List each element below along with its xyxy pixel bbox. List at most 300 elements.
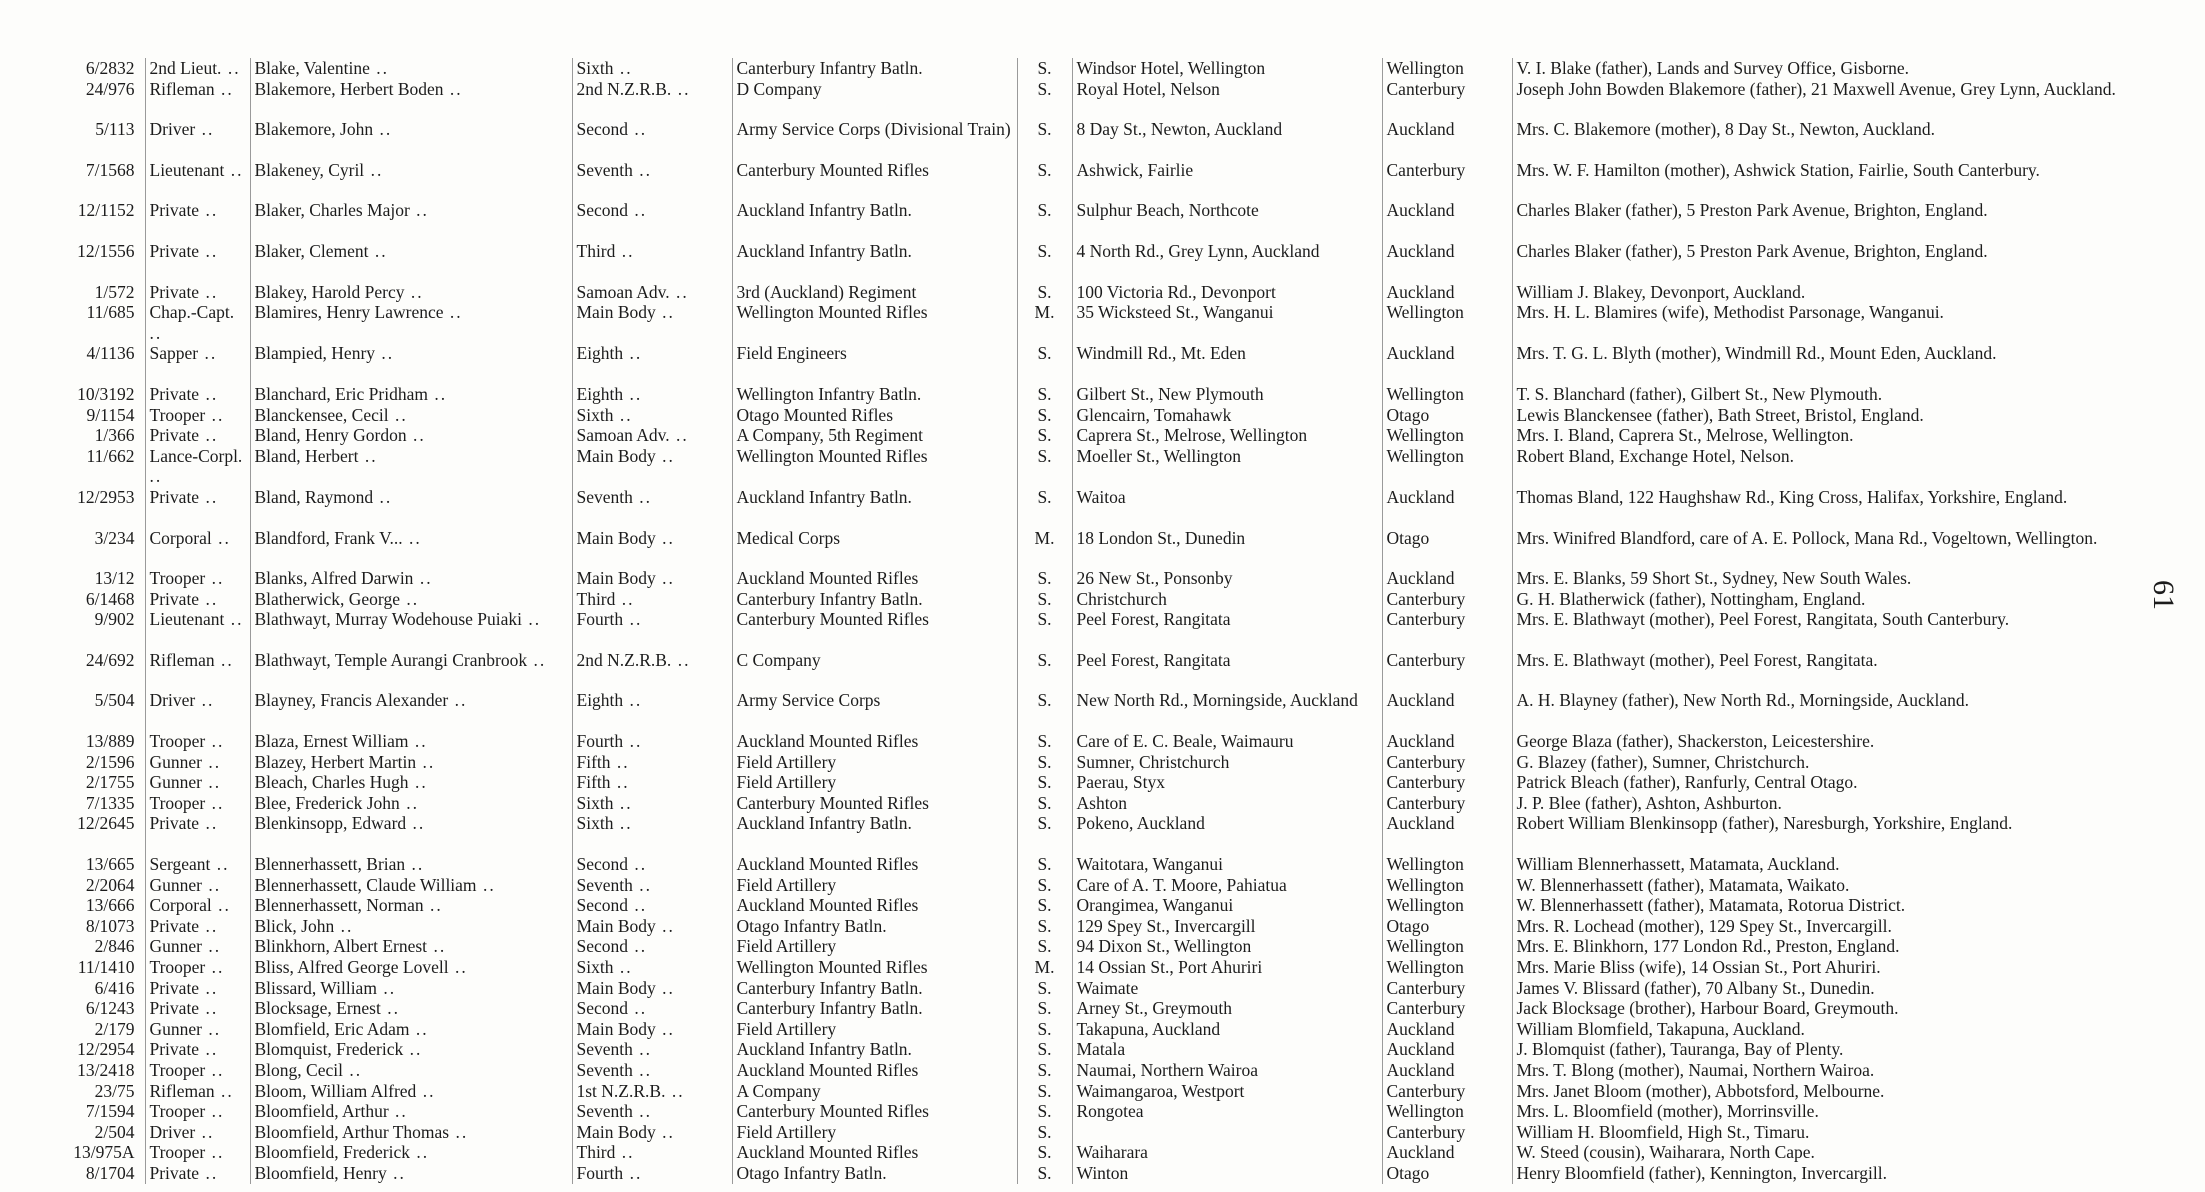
soldier-name: Blinkhorn, Albert Ernest .. [250,936,572,957]
soldier-name: Blakemore, Herbert Boden .. [250,79,572,100]
rank: Private .. [145,998,250,1019]
unit: Wellington Mounted Rifles [732,957,1017,978]
last-address: Royal Hotel, Nelson [1072,79,1382,100]
regimental-number: 11/685 [86,302,135,323]
district: Auckland [1382,180,1512,221]
unit: Auckland Infantry Batln. [732,813,1017,834]
table-row [40,487,2130,508]
roll-body [40,58,2130,1184]
table-row [40,508,2130,549]
marital-status: M. [1017,508,1072,549]
rank: Private .. [145,364,250,405]
last-address: Waitotara, Wanganui [1072,834,1382,875]
table-row [40,58,2130,79]
table-row [40,895,2130,916]
soldier-name: Bloom, William Alfred .. [250,1081,572,1102]
district: Canterbury [1382,630,1512,671]
marital-status: S. [1017,79,1072,100]
embarkation-force: Seventh .. [572,1039,732,1060]
unit: Wellington Mounted Rifles [732,446,1017,487]
next-of-kin: William Blennerhassett, Matamata, Auckland. [1512,834,2130,875]
embarkation-force: Fifth .. [572,752,732,773]
next-of-kin: Patrick Bleach (father), Ranfurly, Central Otago. [1512,772,2130,793]
last-address: Waimate [1072,978,1382,999]
district: Wellington [1382,957,1512,978]
marital-status: S. [1017,1142,1072,1163]
unit: Canterbury Infantry Batln. [732,58,1017,79]
soldier-name: Bland, Raymond .. [250,487,572,508]
last-address [1072,1122,1382,1143]
regimental-number: 2/1596 [85,751,135,772]
last-address: Moeller St., Wellington [1072,446,1382,487]
unit: Wellington Mounted Rifles [732,302,1017,343]
last-address: Pokeno, Auckland [1072,813,1382,834]
embarkation-force: Second .. [572,834,732,875]
soldier-name: Blakey, Harold Percy .. [250,262,572,303]
marital-status: S. [1017,343,1072,364]
unit: Field Engineers [732,343,1017,364]
regimental-number: 9/902 [94,609,135,630]
unit: Auckland Infantry Batln. [732,487,1017,508]
regimental-number: 7/1594 [85,1101,135,1122]
soldier-name: Blakemore, John .. [250,99,572,140]
rank: Trooper .. [145,1142,250,1163]
last-address: 94 Dixon St., Wellington [1072,936,1382,957]
regimental-number: 7/1568 [85,159,135,180]
regimental-number: 2/846 [94,936,135,957]
soldier-name: Blaza, Ernest William .. [250,711,572,752]
rank: Gunner .. [145,936,250,957]
unit: Otago Infantry Batln. [732,916,1017,937]
soldier-name: Blomfield, Eric Adam .. [250,1019,572,1040]
soldier-name: Bloomfield, Frederick .. [250,1142,572,1163]
marital-status: S. [1017,895,1072,916]
unit: Field Artillery [732,1122,1017,1143]
unit: Army Service Corps (Divisional Train) [732,99,1017,140]
last-address: 14 Ossian St., Port Ahuriri [1072,957,1382,978]
next-of-kin: T. S. Blanchard (father), Gilbert St., New Plymouth. [1512,364,2130,405]
district: Auckland [1382,711,1512,752]
unit: Auckland Infantry Batln. [732,221,1017,262]
marital-status: S. [1017,405,1072,426]
last-address: 4 North Rd., Grey Lynn, Auckland [1072,221,1382,262]
regimental-number: 12/1152 [77,200,135,221]
next-of-kin: Mrs. W. F. Hamilton (mother), Ashwick Station, Fairlie, South Canterbury. [1512,140,2130,181]
last-address: Ashton [1072,793,1382,814]
rank: Private .. [145,1039,250,1060]
soldier-name: Blathwayt, Murray Wodehouse Puiaki .. [250,609,572,630]
rank: Private .. [145,180,250,221]
district: Otago [1382,508,1512,549]
last-address: Gilbert St., New Plymouth [1072,364,1382,405]
unit: Field Artillery [732,1019,1017,1040]
marital-status: S. [1017,772,1072,793]
district: Wellington [1382,895,1512,916]
soldier-name: Blanks, Alfred Darwin .. [250,548,572,589]
last-address: 8 Day St., Newton, Auckland [1072,99,1382,140]
next-of-kin: Mrs. Marie Bliss (wife), 14 Ossian St., Port Ahuriri. [1512,957,2130,978]
table-row [40,302,2130,343]
table-row [40,1163,2130,1184]
embarkation-force: Second .. [572,998,732,1019]
district: Auckland [1382,1060,1512,1081]
soldier-name: Blake, Valentine .. [250,58,572,79]
unit: Field Artillery [732,875,1017,896]
next-of-kin: James V. Blissard (father), 70 Albany St., Dunedin. [1512,978,2130,999]
district: Otago [1382,1163,1512,1184]
embarkation-force: Second .. [572,99,732,140]
regimental-number: 6/416 [94,977,135,998]
regimental-number: 4/1136 [86,343,135,364]
soldier-name: Bloomfield, Arthur .. [250,1101,572,1122]
rank: 2nd Lieut. .. [145,58,250,79]
next-of-kin: Mrs. T. Blong (mother), Naumai, Northern Wairoa. [1512,1060,2130,1081]
unit: Otago Infantry Batln. [732,1163,1017,1184]
unit: Canterbury Infantry Batln. [732,589,1017,610]
soldier-name: Blayney, Francis Alexander .. [250,670,572,711]
table-row [40,405,2130,426]
last-address: Caprera St., Melrose, Wellington [1072,425,1382,446]
embarkation-force: Main Body .. [572,916,732,937]
last-address: Christchurch [1072,589,1382,610]
table-row [40,916,2130,937]
next-of-kin: G. H. Blatherwick (father), Nottingham, England. [1512,589,2130,610]
rank: Private .. [145,262,250,303]
last-address: Waitoa [1072,487,1382,508]
regimental-number: 2/504 [94,1121,135,1142]
regimental-number: 7/1335 [85,792,135,813]
district: Auckland [1382,670,1512,711]
last-address: New North Rd., Morningside, Auckland [1072,670,1382,711]
regimental-number: 13/2418 [77,1059,135,1080]
next-of-kin: Mrs. T. G. L. Blyth (mother), Windmill Rd., Mount Eden, Auckland. [1512,343,2130,364]
table-row [40,1081,2130,1102]
regimental-number: 13/665 [85,854,135,875]
embarkation-force: Fourth .. [572,711,732,752]
marital-status: S. [1017,589,1072,610]
embarkation-force: Main Body .. [572,446,732,487]
rank: Trooper .. [145,1060,250,1081]
next-of-kin: Henry Bloomfield (father), Kennington, Invercargill. [1512,1163,2130,1184]
marital-status: M. [1017,957,1072,978]
marital-status: S. [1017,262,1072,303]
table-row [40,711,2130,752]
last-address: Glencairn, Tomahawk [1072,405,1382,426]
next-of-kin: Mrs. Winifred Blandford, care of A. E. Pollock, Mana Rd., Vogeltown, Wellington. [1512,508,2130,549]
unit: A Company, 5th Regiment [732,425,1017,446]
embarkation-force: Seventh .. [572,1101,732,1122]
unit: Auckland Mounted Rifles [732,1060,1017,1081]
soldier-name: Blaker, Clement .. [250,221,572,262]
marital-status: S. [1017,1081,1072,1102]
unit: Medical Corps [732,508,1017,549]
marital-status: S. [1017,793,1072,814]
marital-status: S. [1017,58,1072,79]
soldier-name: Blong, Cecil .. [250,1060,572,1081]
soldier-name: Blamires, Henry Lawrence .. [250,302,572,343]
last-address: 129 Spey St., Invercargill [1072,916,1382,937]
rank: Trooper .. [145,405,250,426]
regimental-number: 11/1410 [77,957,135,977]
regimental-number: 23/75 [94,1080,135,1101]
rank: Corporal .. [145,895,250,916]
regimental-number: 6/1468 [85,588,135,609]
table-row [40,978,2130,999]
embarkation-force: Main Body .. [572,978,732,999]
rank: Gunner .. [145,1019,250,1040]
district: Wellington [1382,425,1512,446]
last-address: Orangimea, Wanganui [1072,895,1382,916]
next-of-kin: Thomas Bland, 122 Haughshaw Rd., King Cross, Halifax, Yorkshire, England. [1512,487,2130,508]
unit: Canterbury Mounted Rifles [732,1101,1017,1122]
next-of-kin: William H. Bloomfield, High St., Timaru. [1512,1122,2130,1143]
embarkation-force: 2nd N.Z.R.B. .. [572,630,732,671]
marital-status: S. [1017,425,1072,446]
soldier-name: Blomquist, Frederick .. [250,1039,572,1060]
next-of-kin: G. Blazey (father), Sumner, Christchurch. [1512,752,2130,773]
embarkation-force: Fourth .. [572,609,732,630]
marital-status: S. [1017,670,1072,711]
rank: Trooper .. [145,711,250,752]
marital-status: S. [1017,180,1072,221]
next-of-kin: Mrs. E. Blathwayt (mother), Peel Forest, Rangitata, South Canterbury. [1512,609,2130,630]
unit: Auckland Infantry Batln. [732,1039,1017,1060]
next-of-kin: W. Blennerhassett (father), Matamata, Rotorua District. [1512,895,2130,916]
last-address: Naumai, Northern Wairoa [1072,1060,1382,1081]
rank: Private .. [145,425,250,446]
unit: 3rd (Auckland) Regiment [732,262,1017,303]
unit: Canterbury Mounted Rifles [732,793,1017,814]
rank: Rifleman .. [145,79,250,100]
district: Wellington [1382,834,1512,875]
regimental-number: 1/572 [94,281,135,302]
rank: Trooper .. [145,1101,250,1122]
regimental-number: 3/234 [94,527,135,548]
unit: Field Artillery [732,772,1017,793]
table-row [40,1122,2130,1143]
next-of-kin: J. P. Blee (father), Ashton, Ashburton. [1512,793,2130,814]
table-row [40,79,2130,100]
regimental-number: 6/2832 [85,58,135,78]
last-address: Ashwick, Fairlie [1072,140,1382,181]
next-of-kin: Charles Blaker (father), 5 Preston Park Avenue, Brighton, England. [1512,180,2130,221]
rank: Chap.-Capt. .. [145,302,250,343]
soldier-name: Blathwayt, Temple Aurangi Cranbrook .. [250,630,572,671]
regimental-number: 10/3192 [77,383,135,404]
rank: Trooper .. [145,548,250,589]
soldier-name: Blampied, Henry .. [250,343,572,364]
table-row [40,1101,2130,1122]
last-address: Winton [1072,1163,1382,1184]
soldier-name: Blanchard, Eric Pridham .. [250,364,572,405]
nominal-roll-table [40,58,2130,1184]
next-of-kin: W. Blennerhassett (father), Matamata, Waikato. [1512,875,2130,896]
unit: Auckland Mounted Rifles [732,895,1017,916]
table-row [40,772,2130,793]
last-address: Sulphur Beach, Northcote [1072,180,1382,221]
next-of-kin: Charles Blaker (father), 5 Preston Park Avenue, Brighton, England. [1512,221,2130,262]
next-of-kin: J. Blomquist (father), Tauranga, Bay of Plenty. [1512,1039,2130,1060]
marital-status: S. [1017,1039,1072,1060]
next-of-kin: William J. Blakey, Devonport, Auckland. [1512,262,2130,303]
next-of-kin: William Blomfield, Takapuna, Auckland. [1512,1019,2130,1040]
soldier-name: Blennerhassett, Norman .. [250,895,572,916]
table-row [40,180,2130,221]
marital-status: S. [1017,609,1072,630]
marital-status: S. [1017,875,1072,896]
unit: Canterbury Mounted Rifles [732,609,1017,630]
unit: Field Artillery [732,752,1017,773]
soldier-name: Blanckensee, Cecil .. [250,405,572,426]
regimental-number: 2/179 [94,1018,135,1039]
table-row [40,875,2130,896]
soldier-name: Bloomfield, Henry .. [250,1163,572,1184]
district: Canterbury [1382,752,1512,773]
table-row [40,670,2130,711]
embarkation-force: Main Body .. [572,1122,732,1143]
next-of-kin: Lewis Blanckensee (father), Bath Street, Bristol, England. [1512,405,2130,426]
embarkation-force: Fourth .. [572,1163,732,1184]
embarkation-force: Eighth .. [572,343,732,364]
unit: A Company [732,1081,1017,1102]
marital-status: S. [1017,916,1072,937]
marital-status: S. [1017,834,1072,875]
rank: Gunner .. [145,875,250,896]
unit: C Company [732,630,1017,671]
district: Auckland [1382,262,1512,303]
district: Wellington [1382,364,1512,405]
district: Wellington [1382,1101,1512,1122]
embarkation-force: Third .. [572,221,732,262]
unit: Canterbury Infantry Batln. [732,978,1017,999]
embarkation-force: Main Body .. [572,302,732,343]
regimental-number: 1/366 [94,425,135,446]
rank: Driver .. [145,1122,250,1143]
next-of-kin: Mrs. L. Bloomfield (mother), Morrinsville. [1512,1101,2130,1122]
table-row [40,1039,2130,1060]
next-of-kin: George Blaza (father), Shackerston, Leicestershire. [1512,711,2130,752]
rank: Private .. [145,978,250,999]
table-row [40,140,2130,181]
next-of-kin: A. H. Blayney (father), New North Rd., Morningside, Auckland. [1512,670,2130,711]
rank: Driver .. [145,670,250,711]
last-address: 18 London St., Dunedin [1072,508,1382,549]
rank: Sergeant .. [145,834,250,875]
embarkation-force: Seventh .. [572,1060,732,1081]
next-of-kin: V. I. Blake (father), Lands and Survey Office, Gisborne. [1512,58,2130,79]
rank: Private .. [145,487,250,508]
next-of-kin: Robert Bland, Exchange Hotel, Nelson. [1512,446,2130,487]
regimental-number: 12/2954 [77,1039,135,1060]
table-row [40,425,2130,446]
last-address: Windmill Rd., Mt. Eden [1072,343,1382,364]
rank: Lieutenant .. [145,609,250,630]
last-address: Arney St., Greymouth [1072,998,1382,1019]
next-of-kin: Mrs. Janet Bloom (mother), Abbotsford, Melbourne. [1512,1081,2130,1102]
unit: Auckland Mounted Rifles [732,1142,1017,1163]
table-row [40,446,2130,487]
district: Auckland [1382,487,1512,508]
regimental-number: 5/504 [94,690,135,711]
table-row [40,834,2130,875]
embarkation-force: Sixth .. [572,405,732,426]
table-row [40,364,2130,405]
regimental-number: 6/1243 [85,998,135,1019]
regimental-number: 13/889 [85,731,135,752]
rank: Trooper .. [145,793,250,814]
soldier-name: Blenkinsopp, Edward .. [250,813,572,834]
next-of-kin: Robert William Blenkinsopp (father), Naresburgh, Yorkshire, England. [1512,813,2130,834]
soldier-name: Bliss, Alfred George Lovell .. [250,957,572,978]
embarkation-force: Seventh .. [572,875,732,896]
embarkation-force: 2nd N.Z.R.B. .. [572,79,732,100]
district: Auckland [1382,343,1512,364]
marital-status: S. [1017,752,1072,773]
unit: Wellington Infantry Batln. [732,364,1017,405]
last-address: Matala [1072,1039,1382,1060]
rank: Private .. [145,589,250,610]
district: Canterbury [1382,589,1512,610]
soldier-name: Blennerhassett, Claude William .. [250,875,572,896]
embarkation-force: Main Body .. [572,1019,732,1040]
table-row [40,630,2130,671]
regimental-number: 24/976 [85,78,135,99]
marital-status: M. [1017,302,1072,343]
marital-status: S. [1017,1101,1072,1122]
embarkation-force: Eighth .. [572,670,732,711]
marital-status: S. [1017,446,1072,487]
marital-status: S. [1017,813,1072,834]
table-row [40,221,2130,262]
rank: Corporal .. [145,508,250,549]
embarkation-force: Sixth .. [572,957,732,978]
unit: Auckland Mounted Rifles [732,548,1017,589]
embarkation-force: Second .. [572,180,732,221]
last-address: Care of E. C. Beale, Waimauru [1072,711,1382,752]
district: Wellington [1382,875,1512,896]
district: Canterbury [1382,793,1512,814]
district: Canterbury [1382,609,1512,630]
marital-status: S. [1017,221,1072,262]
marital-status: S. [1017,140,1072,181]
district: Canterbury [1382,772,1512,793]
embarkation-force: Second .. [572,936,732,957]
soldier-name: Bland, Henry Gordon .. [250,425,572,446]
unit: D Company [732,79,1017,100]
table-row [40,609,2130,630]
unit: Auckland Infantry Batln. [732,180,1017,221]
table-row [40,548,2130,589]
soldier-name: Blissard, William .. [250,978,572,999]
table-row [40,262,2130,303]
marital-status: S. [1017,487,1072,508]
table-row [40,936,2130,957]
regimental-number: 13/666 [85,895,135,916]
district: Canterbury [1382,79,1512,100]
district: Auckland [1382,1019,1512,1040]
table-row [40,793,2130,814]
last-address: 26 New St., Ponsonby [1072,548,1382,589]
last-address: Waimangaroa, Westport [1072,1081,1382,1102]
table-row [40,1142,2130,1163]
regimental-number: 13/975A [73,1142,135,1163]
marital-status: S. [1017,1060,1072,1081]
last-address: Care of A. T. Moore, Pahiatua [1072,875,1382,896]
soldier-name: Blennerhassett, Brian .. [250,834,572,875]
district: Wellington [1382,58,1512,79]
marital-status: S. [1017,936,1072,957]
table-row [40,589,2130,610]
